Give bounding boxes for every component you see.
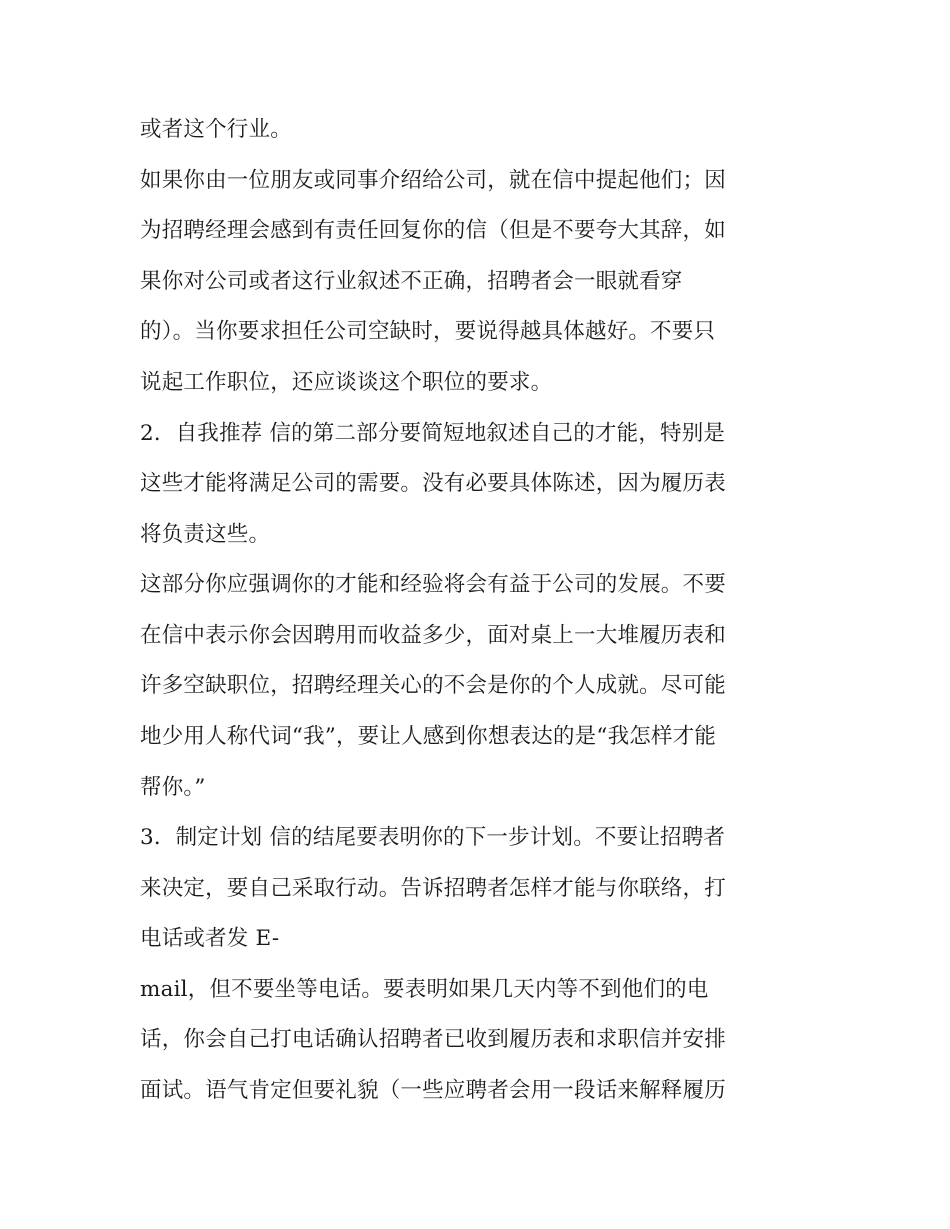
text-line: 的）。当你要求担任公司空缺时，要说得越具体越好。不要只 — [140, 319, 716, 344]
text-line: 帮你。” — [140, 775, 206, 800]
text-line: 如果你由一位朋友或同事介绍给公司，就在信中提起他们；因 — [140, 168, 726, 193]
text-line: 或者这个行业。 — [140, 117, 292, 142]
text-line: 为招聘经理会感到有责任回复你的信（但是不要夸大其辞，如 — [140, 218, 726, 243]
text-line: 许多空缺职位，招聘经理关心的不会是你的个人成就。尽可能 — [140, 673, 726, 698]
text-line: 地少用人称代词“我”，要让人感到你想表达的是“我怎样才能 — [140, 724, 717, 749]
text-line: 3．制定计划 信的结尾要表明你的下一步计划。不要让招聘者 — [140, 825, 726, 850]
text-line: 面试。语气肯定但要礼貌（一些应聘者会用一段话来解释履历 — [140, 1078, 726, 1103]
text-line: 电话或者发 E- — [140, 926, 280, 951]
text-line: 这些才能将满足公司的需要。没有必要具体陈述，因为履历表 — [140, 471, 726, 496]
text-line: 2．自我推荐 信的第二部分要简短地叙述自己的才能，特别是 — [140, 421, 726, 446]
text-line: 话，你会自己打电话确认招聘者已收到履历表和求职信并安排 — [140, 1027, 726, 1052]
text-line: 这部分你应强调你的才能和经验将会有益于公司的发展。不要 — [140, 572, 726, 597]
text-line: 在信中表示你会因聘用而收益多少，面对桌上一大堆履历表和 — [140, 623, 726, 648]
text-line: 果你对公司或者这行业叙述不正确，招聘者会一眼就看穿 — [140, 269, 683, 294]
text-line: mail，但不要坐等电话。要表明如果几天内等不到他们的电 — [140, 977, 709, 1002]
text-line: 来决定，要自己采取行动。告诉招聘者怎样才能与你联络，打 — [140, 876, 726, 901]
text-line: 将负责这些。 — [140, 522, 271, 547]
text-line: 说起工作职位，还应谈谈这个职位的要求。 — [140, 370, 553, 395]
